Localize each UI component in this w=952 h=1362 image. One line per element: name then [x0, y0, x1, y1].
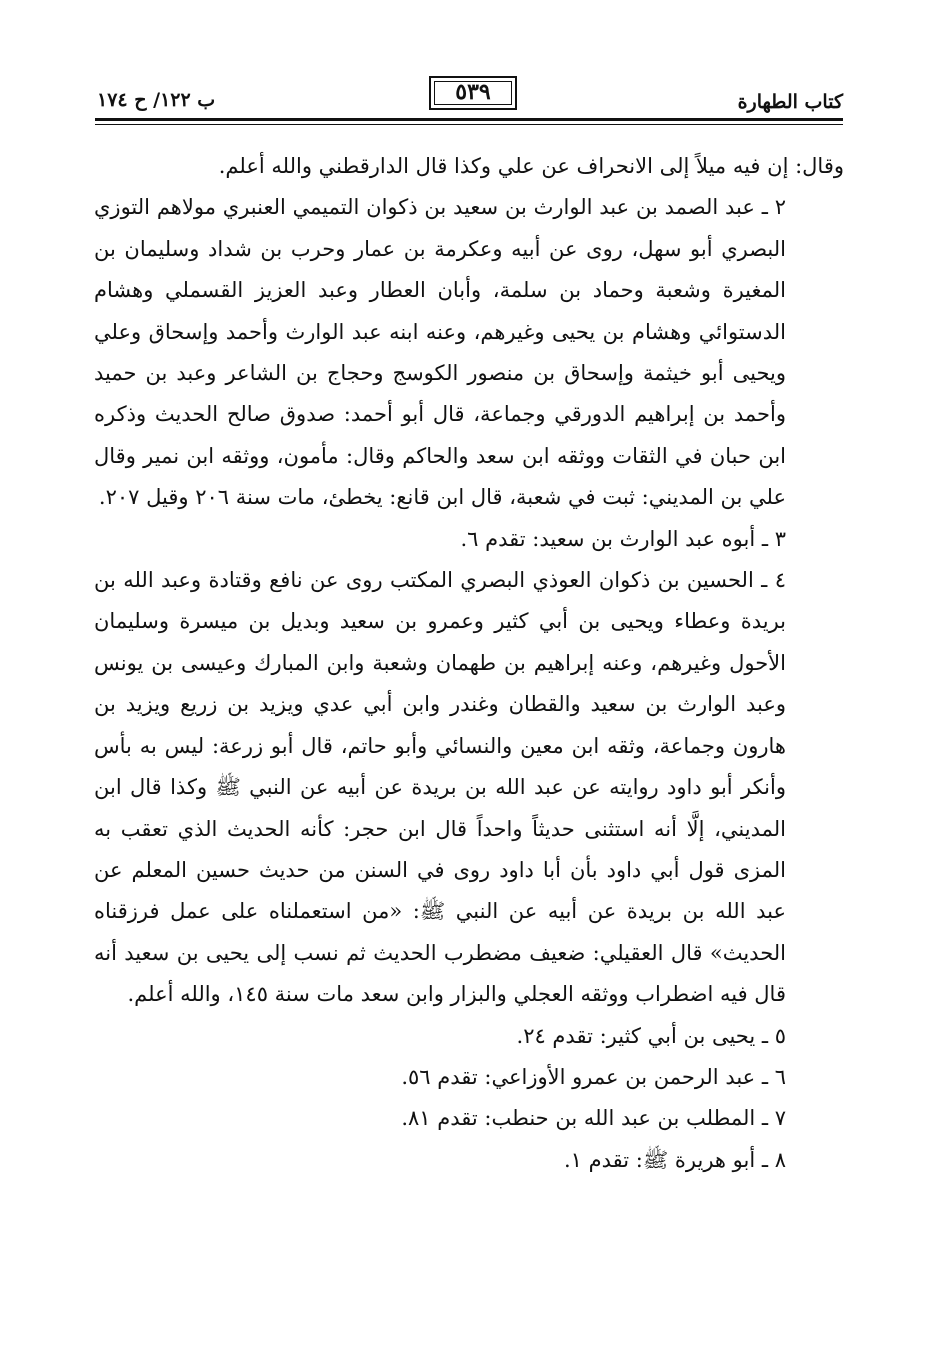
- narrator-entry-8: ٨ ـ أبو هريرة ﷺ: تقدم ١.: [563, 1147, 786, 1172]
- page-number: ٥٣٩: [455, 79, 491, 105]
- book-title: كتاب الطهارة: [737, 91, 843, 113]
- header-rule-thin: [95, 124, 843, 125]
- narrator-entry-6: ٦ ـ عبد الرحمن بن عمرو الأوزاعي: تقدم ٥٦.: [401, 1064, 786, 1089]
- page-body: [94, 146, 844, 1181]
- narrator-entry-7: ٧ ـ المطلب بن عبد الله بن حنطب: تقدم ٨١.: [401, 1106, 786, 1131]
- narrator-entry-4: ٤ ـ الحسين بن ذكوان العوذي البصري المكتب روى عن نافع وقتادة وعبد الله بن بريدة وعطاء ويحيى بن أبي كثير وعمرو بن سعيد وبديل بن ميسرة وسليمان الأحول وغيرهم، وعنه إبراهيم بن طهمان وشعبة وابن المبارك وعيسى بن يونس وعبد الوارث بن سعيد والقطان وغندر وابن أبي عدي ويزيد بن زريع ويزيد بن هارون وجماعة، وثقه ابن معين والنسائي وأبو حاتم، قال أبو زرعة: ليس به بأس وأنكر أبو داود روايته عن عبد الله بن بريدة عن أبيه عن النبي ﷺ وكذا قال ابن المديني، إلَّا أنه استثنى حديثاً واحداً قال ابن حجر: كأنه الحديث الذي تعقب به المزى قول أبي داود بأن أبا داود روى في السنن من حديث حسين المعلم عن عبد الله بن بريدة عن أبيه عن النبي ﷺ: «من استعملناه على عمل فرزقناه الحديث» قال العقيلي: ضعيف مضطرب الحديث ثم نسب إلى يحيى بن سعيد أنه قال فيه اضطراب ووثقه العجلي والبزار وابن سعد مات سنة ١٤٥، والله أعلم.: [94, 568, 786, 1007]
- page-header: [95, 68, 843, 120]
- chapter-hadith-reference: ب ١٢٢/ ح ١٧٤: [97, 89, 216, 111]
- page-number-box: [429, 76, 517, 110]
- narrator-entry-2: ٢ ـ عبد الصمد بن عبد الوارث بن سعيد بن ذكوان التميمي العنبري مولاهم التوزي البصري أبو سهل، روى عن أبيه وعكرمة بن عمار وحرب بن شداد وسليمان بن المغيرة وشعبة وحماد بن سلمة، وأبان العطار وعبد العزيز القسملي وهشام الدستوائي وهشام بن يحيى وغيرهم، وعنه ابنه عبد الوارث وأحمد وإسحاق وعلي ويحيى أبو خيثمة وإسحاق بن منصور الكوسج وحجاج بن الشاعر وعبد بن حميد وأحمد بن إبراهيم الدورقي وجماعة، قال أبو أحمد: صدوق صالح الحديث وذكره ابن حبان في الثقات ووثقه ابن سعد والحاكم وقال: مأمون، ووثقه ابن نمير وقال علي بن المديني: ثبت في شعبة، قال ابن قانع: يخطئ، مات سنة ٢٠٦ وقيل ٢٠٧.: [94, 195, 786, 510]
- narrator-entry-5: ٥ ـ يحيى بن أبي كثير: تقدم ٢٤.: [516, 1023, 786, 1048]
- narrator-entry-3: ٣ ـ أبوه عبد الوارث بن سعيد: تقدم ٦.: [460, 526, 786, 551]
- header-rule-thick: [95, 118, 843, 121]
- paragraph-continuation: وقال: إن فيه ميلاً إلى الانحراف عن علي وكذا قال الدارقطني والله أعلم.: [218, 154, 844, 178]
